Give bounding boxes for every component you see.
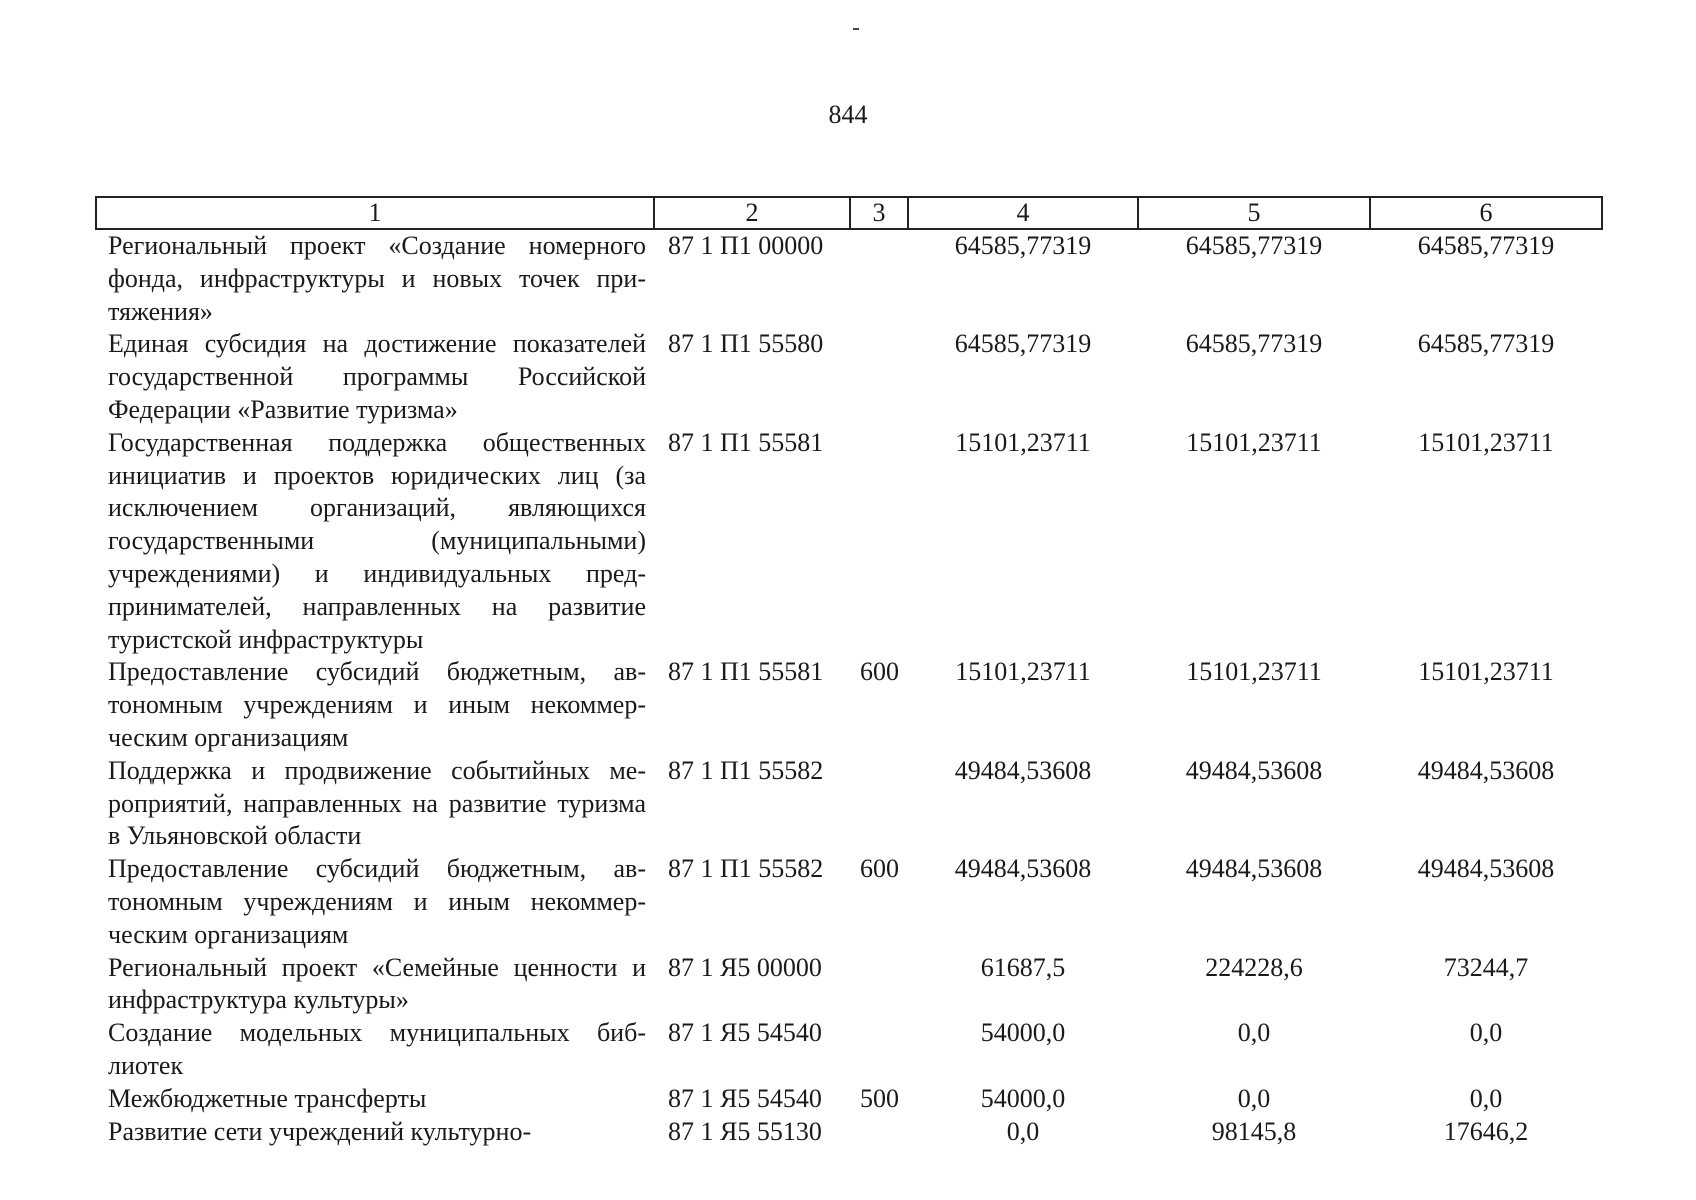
row-value-col6: 0,0 — [1469, 1018, 1503, 1048]
header-col-1: 1 — [96, 197, 654, 229]
row-name: Региональный проект «Семейные ценности и инфраструктура культуры» — [108, 952, 646, 1015]
row-name: Развитие сети учреждений культурно- — [108, 1116, 532, 1146]
row-code: 87 1 Я5 54540 — [668, 1083, 822, 1113]
row-value-col6: 64585,77319 — [1417, 231, 1555, 260]
row-value-col4: 64585,77319 — [954, 329, 1092, 359]
row-expense-type: 600 — [860, 854, 899, 884]
header-col-6: 6 — [1370, 197, 1602, 229]
row-name: Региональный проект «Создание номерного фонда, инфраструктуры и новых точек притяжения» — [108, 231, 646, 326]
row-name: Создание модельных муниципальных библиотек — [108, 1018, 646, 1080]
top-dash-mark — [853, 28, 859, 30]
table-header-row — [96, 197, 1602, 229]
row-code: 87 1 Я5 00000 — [668, 952, 822, 982]
row-code: 87 1 П1 55582 — [668, 854, 824, 884]
row-value-col5: 0,0 — [1237, 1018, 1271, 1048]
row-value-col4: 15101,23711 — [955, 427, 1091, 457]
row-code: 87 1 Я5 55130 — [668, 1116, 822, 1146]
budget-table — [95, 196, 1603, 1148]
row-expense-type — [850, 1017, 908, 1083]
row-code: 87 1 Я5 54540 — [668, 1018, 822, 1048]
table-row — [96, 952, 1602, 1018]
row-value-col4: 49484,53608 — [954, 755, 1092, 785]
row-code: 87 1 П1 55582 — [668, 755, 824, 785]
table-row — [96, 1017, 1602, 1083]
row-value-col4: 64585,77319 — [954, 231, 1092, 260]
row-value-col6: 64585,77319 — [1417, 329, 1555, 359]
row-value-col5: 15101,23711 — [1186, 427, 1322, 457]
row-expense-type: 500 — [860, 1083, 899, 1113]
header-col-5: 5 — [1138, 197, 1370, 229]
row-value-col5: 15101,23711 — [1186, 657, 1322, 687]
row-value-col6: 0,0 — [1469, 1083, 1503, 1113]
row-name: Государственная поддержка общественных инициатив и проектов юридических лиц (за исключением организаций, являющихся государственными (муниципальными) учреждениями) и индивидуальных предпринимателей, направленных на развитие туристской инфраструктуры — [108, 427, 646, 654]
row-value-col5: 224228,6 — [1205, 952, 1303, 982]
row-value-col4: 54000,0 — [980, 1083, 1066, 1113]
header-col-4: 4 — [908, 197, 1138, 229]
row-value-col4: 0,0 — [1006, 1116, 1040, 1146]
row-name: Межбюджетные трансферты — [108, 1083, 427, 1113]
row-value-col6: 15101,23711 — [1418, 657, 1554, 687]
table-row — [96, 328, 1602, 426]
header-col-3: 3 — [850, 197, 908, 229]
row-name: Предоставление субсидий бюджетным, автономным учреждениям и иным некоммерческим организациям — [108, 657, 646, 752]
table-row — [96, 229, 1602, 328]
row-value-col6: 73244,7 — [1443, 952, 1529, 982]
table-row — [96, 853, 1602, 951]
row-value-col5: 49484,53608 — [1185, 854, 1323, 884]
row-value-col4: 15101,23711 — [955, 657, 1091, 687]
row-value-col5: 98145,8 — [1211, 1116, 1297, 1146]
row-expense-type: 600 — [860, 657, 899, 687]
row-expense-type — [850, 427, 908, 657]
row-code: 87 1 П1 00000 — [668, 231, 824, 260]
row-code: 87 1 П1 55581 — [668, 657, 824, 687]
row-name: Единая субсидия на достижение показателей государственной программы Российской Федерации «Развитие туризма» — [108, 329, 646, 424]
row-value-col5: 64585,77319 — [1185, 329, 1323, 359]
row-value-col4: 49484,53608 — [954, 854, 1092, 884]
header-col-2: 2 — [654, 197, 850, 229]
page-number: 844 — [828, 100, 868, 129]
row-value-col5: 0,0 — [1237, 1083, 1271, 1113]
table-row — [96, 656, 1602, 754]
row-expense-type — [850, 1116, 908, 1149]
row-expense-type — [850, 328, 908, 426]
row-value-col5: 64585,77319 — [1185, 231, 1323, 260]
row-name: Поддержка и продвижение событийных мероприятий, направленных на развитие туризма в Ульяновской области — [108, 755, 646, 851]
row-value-col5: 49484,53608 — [1185, 755, 1323, 785]
row-code: 87 1 П1 55580 — [668, 329, 824, 359]
row-expense-type — [850, 755, 908, 853]
row-expense-type — [850, 952, 908, 1018]
row-value-col6: 49484,53608 — [1417, 854, 1555, 884]
table-row — [96, 1083, 1602, 1116]
row-value-col6: 15101,23711 — [1418, 427, 1554, 457]
table-row — [96, 1116, 1602, 1149]
row-code: 87 1 П1 55581 — [668, 427, 824, 457]
row-value-col4: 61687,5 — [980, 952, 1066, 982]
table-row — [96, 755, 1602, 853]
row-value-col6: 49484,53608 — [1417, 755, 1555, 785]
row-expense-type — [850, 229, 908, 328]
row-value-col6: 17646,2 — [1443, 1116, 1529, 1146]
row-value-col4: 54000,0 — [980, 1018, 1066, 1048]
row-name: Предоставление субсидий бюджетным, автономным учреждениям и иным некоммерческим организациям — [108, 854, 646, 949]
table-row — [96, 427, 1602, 657]
